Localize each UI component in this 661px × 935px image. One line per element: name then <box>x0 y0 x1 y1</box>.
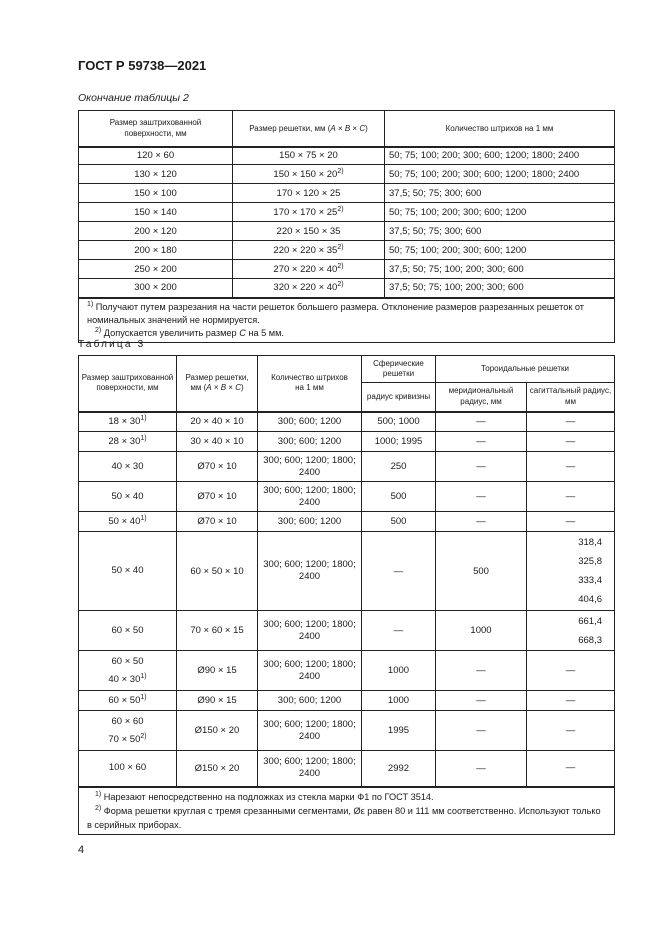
t3-cell-size: Ø150 × 20 <box>177 711 258 751</box>
t3-lines-text: 2400 <box>298 730 321 742</box>
t2-size-text: 270 × 220 × 40 <box>273 263 338 275</box>
t3-cell-sagittal <box>527 512 615 532</box>
t3-cell-surface <box>79 412 177 432</box>
t3-cell-sagittal <box>527 452 615 482</box>
t2-cell-surface: 250 × 200 <box>79 260 233 279</box>
t3-surface-text: 40 × 30 <box>111 460 144 472</box>
t2-cell-surface: 120 × 60 <box>79 147 233 165</box>
t3-cell-size: 60 × 50 × 10 <box>177 532 258 611</box>
t3-surface-line <box>81 731 174 749</box>
table-2 <box>78 110 615 343</box>
t3-sagittal-text: 333,4 <box>578 575 602 586</box>
t3-cell-surface <box>79 532 177 611</box>
t3-row <box>79 691 615 711</box>
t2-cell-lines: 50; 75; 100; 200; 300; 600; 1200 <box>385 203 615 222</box>
t3-cell-size: Ø70 × 10 <box>177 482 258 512</box>
t3-surface-line <box>81 762 174 774</box>
t3-lines-text: 2400 <box>298 630 321 642</box>
t3-header-radius: радиус кривизны <box>362 383 436 412</box>
t3-cell-size: Ø150 × 20 <box>177 751 258 787</box>
t2-cell-lines: 37,5; 50; 75; 300; 600 <box>385 222 615 241</box>
t3-sagittal-text: — <box>565 515 576 527</box>
t3-lines-text: 300; 600; 1200 <box>277 415 342 427</box>
t3-surface-line <box>81 625 174 637</box>
t3-cell-meridional: 1000 <box>436 611 527 651</box>
t2-cell-lines: 37,5; 50; 75; 100; 200; 300; 600 <box>385 279 615 298</box>
t3-cell-meridional: — <box>436 412 527 432</box>
t3-cell-radius: 500 <box>362 482 436 512</box>
t3-cell-meridional: — <box>436 452 527 482</box>
t3-sagittal-text: — <box>565 762 576 774</box>
t3-cell-lines <box>258 532 362 611</box>
t3-sagittal-text: 325,8 <box>578 556 602 567</box>
t3-cell-lines <box>258 412 362 432</box>
t3-surface-footnote-mark: 2) <box>140 732 147 740</box>
t3-lines-text: 300; 600; 1200; 1800; <box>263 618 356 630</box>
table2-continuation-title: Окончание таблицы 2 <box>78 92 189 104</box>
t3-sagittal-text: — <box>565 435 576 447</box>
t3-surface-text: 60 × 60 <box>111 715 144 727</box>
t3-cell-size: 20 × 40 × 10 <box>177 412 258 432</box>
t3-cell-sagittal <box>527 412 615 432</box>
t3-cell-lines <box>258 432 362 452</box>
t2-cell-size <box>233 184 385 203</box>
t2-row <box>79 203 615 222</box>
t3-header-surface: Размер заштрихованной поверхности, мм <box>79 356 177 412</box>
t2-size-text: 150 × 75 × 20 <box>279 150 338 162</box>
t3-cell-lines <box>258 751 362 787</box>
t3-footnotes <box>79 787 615 835</box>
t3-cell-lines <box>258 512 362 532</box>
t3-cell-meridional: — <box>436 432 527 452</box>
t3-lines-text: 2400 <box>298 670 321 682</box>
t2-body <box>79 147 615 298</box>
t3-cell-radius: 500; 1000 <box>362 412 436 432</box>
t2-row <box>79 222 615 241</box>
t3-sagittal-text: 668,3 <box>578 634 602 646</box>
t3-surface-text: 40 × 30 <box>108 673 141 685</box>
t3-surface-line <box>81 713 174 731</box>
t2-cell-size <box>233 203 385 222</box>
t2-cell-surface: 150 × 140 <box>79 203 233 222</box>
t3-cell-size: 30 × 40 × 10 <box>177 432 258 452</box>
t2-cell-size <box>233 260 385 279</box>
t3-cell-lines <box>258 452 362 482</box>
t2-cell-lines: 50; 75; 100; 200; 300; 600; 1200; 1800; 2400 <box>385 147 615 165</box>
t2-footnotes <box>79 298 615 343</box>
t3-surface-line <box>81 695 174 707</box>
page-number: 4 <box>78 844 85 856</box>
t3-sagittal-text: 661,4 <box>578 615 602 627</box>
t2-size-text: 170 × 170 × 25 <box>273 206 338 218</box>
t3-surface-line <box>81 416 174 428</box>
t2-size-footnote-mark: 2) <box>337 243 344 251</box>
t2-footnote-1: $^{1)}$ Получают путем разрезания на части решеток большего размера. Отклонение размеров разрезанных решеток от номинальных значений не нормируется. <box>87 300 585 325</box>
t2-row <box>79 279 615 298</box>
t3-surface-footnote-mark: 1) <box>140 414 147 422</box>
t3-cell-meridional: — <box>436 711 527 751</box>
t3-cell-lines <box>258 691 362 711</box>
t2-cell-surface: 130 × 120 <box>79 165 233 184</box>
t3-cell-radius: 1000 <box>362 651 436 691</box>
t3-cell-radius: 500 <box>362 512 436 532</box>
t3-cell-surface <box>79 751 177 787</box>
t3-lines-text: 300; 600; 1200 <box>277 435 342 447</box>
t3-surface-text: 60 × 50 <box>111 624 144 636</box>
t3-header-lines: Количество штрихов на 1 мм <box>258 356 362 412</box>
t3-cell-sagittal <box>527 482 615 512</box>
t3-body <box>79 412 615 787</box>
t3-cell-sagittal <box>527 651 615 691</box>
t3-lines-text: 2400 <box>298 466 321 478</box>
t3-header-size: Размер решетки, мм (A × B × C) <box>177 356 258 412</box>
t3-header-meridional: меридиональный радиус, мм <box>436 383 527 412</box>
t3-sagittal-text: — <box>565 664 576 676</box>
t3-row <box>79 532 615 611</box>
t3-surface-line <box>81 516 174 528</box>
t2-cell-lines: 50; 75; 100; 200; 300; 600; 1200; 1800; 2400 <box>385 165 615 184</box>
t3-lines-text: 2400 <box>298 768 321 780</box>
t3-surface-text: 28 × 30 <box>108 435 141 447</box>
t3-surface-line <box>81 491 174 503</box>
t3-cell-meridional: — <box>436 691 527 711</box>
t3-row <box>79 751 615 787</box>
t3-lines-text: 300; 600; 1200; 1800; <box>263 756 356 768</box>
t3-cell-surface <box>79 432 177 452</box>
t2-size-text: 220 × 150 × 35 <box>276 225 341 237</box>
t2-size-text: 220 × 220 × 35 <box>273 244 338 256</box>
t3-row <box>79 611 615 651</box>
t3-cell-meridional: — <box>436 751 527 787</box>
t3-surface-line <box>81 565 174 577</box>
t3-cell-surface <box>79 691 177 711</box>
t3-lines-text: 300; 600; 1200; 1800; <box>263 658 356 670</box>
t2-cell-size <box>233 222 385 241</box>
document-header: ГОСТ Р 59738—2021 <box>78 58 207 73</box>
t3-cell-sagittal <box>527 611 615 651</box>
t2-cell-size <box>233 279 385 298</box>
t3-cell-meridional: — <box>436 651 527 691</box>
t2-cell-surface: 300 × 200 <box>79 279 233 298</box>
t3-cell-sagittal <box>527 711 615 751</box>
t3-cell-radius: 1000 <box>362 691 436 711</box>
t3-footnote-2: $^{2)}$ Форма решетки круглая с тремя срезанными сегментами, Øε равен 80 и 111 мм соответственно. Используют только в серийных приборах. <box>87 804 601 830</box>
t3-cell-surface <box>79 452 177 482</box>
t3-cell-meridional: — <box>436 512 527 532</box>
t2-row <box>79 260 615 279</box>
t2-size-footnote-mark: 2) <box>337 205 344 213</box>
t2-cell-surface: 200 × 120 <box>79 222 233 241</box>
t3-row <box>79 412 615 432</box>
t3-header-spherical: Сферические решетки <box>362 356 436 383</box>
t3-cell-radius: 1000; 1995 <box>362 432 436 452</box>
t3-cell-size: Ø90 × 15 <box>177 651 258 691</box>
t3-sagittal-text: — <box>565 694 576 706</box>
t3-cell-size: Ø70 × 10 <box>177 452 258 482</box>
t3-sagittal-text: — <box>565 460 576 472</box>
t3-cell-lines <box>258 711 362 751</box>
t3-surface-line <box>81 653 174 671</box>
t3-cell-sagittal <box>527 751 615 787</box>
t3-cell-lines <box>258 482 362 512</box>
t3-surface-line <box>81 461 174 473</box>
t3-cell-radius: — <box>362 611 436 651</box>
t2-row <box>79 241 615 260</box>
t2-header-lines: Количество штрихов на 1 мм <box>385 111 615 147</box>
t3-surface-text: 18 × 30 <box>108 415 141 427</box>
t3-cell-sagittal <box>527 432 615 452</box>
t3-lines-text: 300; 600; 1200; 1800; <box>263 454 356 466</box>
t3-footnote-1: $^{1)}$ Нарезают непосредственно на подложках из стекла марки Ф1 по ГОСТ 3514. <box>95 790 434 802</box>
t3-row <box>79 651 615 691</box>
t3-sagittal-text: — <box>565 490 576 502</box>
t3-row <box>79 452 615 482</box>
table-3 <box>78 355 615 835</box>
t2-header-size: Размер решетки, мм (A × B × C) <box>233 111 385 147</box>
t3-lines-text: 2400 <box>298 571 321 582</box>
t3-cell-size: 70 × 60 × 15 <box>177 611 258 651</box>
t3-surface-text: 70 × 50 <box>108 733 141 745</box>
t2-cell-size <box>233 147 385 165</box>
t3-surface-line <box>81 671 174 689</box>
t3-surface-footnote-mark: 1) <box>140 514 147 522</box>
t3-row <box>79 512 615 532</box>
t3-cell-size: Ø70 × 10 <box>177 512 258 532</box>
t3-lines-text: 300; 600; 1200; 1800; <box>263 718 356 730</box>
t3-cell-radius: 1995 <box>362 711 436 751</box>
t3-cell-surface <box>79 611 177 651</box>
t3-cell-lines <box>258 651 362 691</box>
t2-footnote-2: $^{2)}$ Допускается увеличить размер C на 5 мм. <box>95 326 284 338</box>
t3-surface-text: 60 × 50 <box>111 655 144 667</box>
t2-cell-surface: 150 × 100 <box>79 184 233 203</box>
t3-cell-sagittal <box>527 691 615 711</box>
t3-cell-surface <box>79 711 177 751</box>
t3-surface-line <box>81 436 174 448</box>
t3-sagittal-text: 318,4 <box>578 537 602 548</box>
t2-cell-surface: 200 × 180 <box>79 241 233 260</box>
t2-size-footnote-mark: 2) <box>337 167 344 175</box>
t3-lines-text: 300; 600; 1200 <box>277 515 342 527</box>
t3-sagittal-text: — <box>565 415 576 427</box>
t3-surface-text: 100 × 60 <box>108 762 147 774</box>
t3-surface-text: 60 × 50 <box>108 694 141 706</box>
t3-cell-surface <box>79 512 177 532</box>
t3-cell-surface <box>79 482 177 512</box>
t3-lines-text: 300; 600; 1200; 1800; <box>263 559 356 570</box>
t2-cell-lines: 37,5; 50; 75; 300; 600 <box>385 184 615 203</box>
t2-cell-size <box>233 165 385 184</box>
t3-surface-footnote-mark: 1) <box>140 434 147 442</box>
t3-surface-text: 50 × 40 <box>111 565 144 576</box>
t3-sagittal-text: 404,6 <box>578 594 602 605</box>
table3-title: Таблица 3 <box>78 339 146 350</box>
t3-cell-sagittal <box>527 532 615 611</box>
t3-header-toroidal: Тороидальные решетки <box>436 356 615 383</box>
t3-surface-text: 50 × 40 <box>111 490 144 502</box>
t3-cell-surface <box>79 651 177 691</box>
t2-size-text: 320 × 220 × 40 <box>273 282 338 294</box>
t2-cell-size <box>233 241 385 260</box>
t3-row <box>79 711 615 751</box>
t3-header-sagittal: сагиттальный радиус, мм <box>527 383 615 412</box>
t2-row <box>79 165 615 184</box>
t2-row <box>79 184 615 203</box>
t3-cell-radius: — <box>362 532 436 611</box>
t3-lines-text: 2400 <box>298 496 321 508</box>
t3-sagittal-text: — <box>565 724 576 736</box>
t3-surface-footnote-mark: 1) <box>140 672 147 680</box>
t2-size-footnote-mark: 2) <box>337 262 344 270</box>
t3-cell-meridional: — <box>436 482 527 512</box>
t3-row <box>79 432 615 452</box>
t2-header-surface: Размер заштрихованной поверхности, мм <box>79 111 233 147</box>
t2-cell-lines: 37,5; 50; 75; 100; 200; 300; 600 <box>385 260 615 279</box>
t3-lines-text: 300; 600; 1200 <box>277 694 342 706</box>
t3-cell-size: Ø90 × 15 <box>177 691 258 711</box>
t2-cell-lines: 50; 75; 100; 200; 300; 600; 1200 <box>385 241 615 260</box>
t3-cell-radius: 2992 <box>362 751 436 787</box>
t3-lines-text: 300; 600; 1200; 1800; <box>263 484 356 496</box>
t3-surface-footnote-mark: 1) <box>140 693 147 701</box>
t3-row <box>79 482 615 512</box>
t3-cell-lines <box>258 611 362 651</box>
t2-size-footnote-mark: 2) <box>337 281 344 289</box>
t2-size-text: 150 × 150 × 20 <box>273 168 338 180</box>
t2-size-text: 170 × 120 × 25 <box>276 187 341 199</box>
t3-surface-text: 50 × 40 <box>108 515 141 527</box>
t2-row <box>79 147 615 165</box>
t3-cell-radius: 250 <box>362 452 436 482</box>
t3-cell-meridional: 500 <box>436 532 527 611</box>
